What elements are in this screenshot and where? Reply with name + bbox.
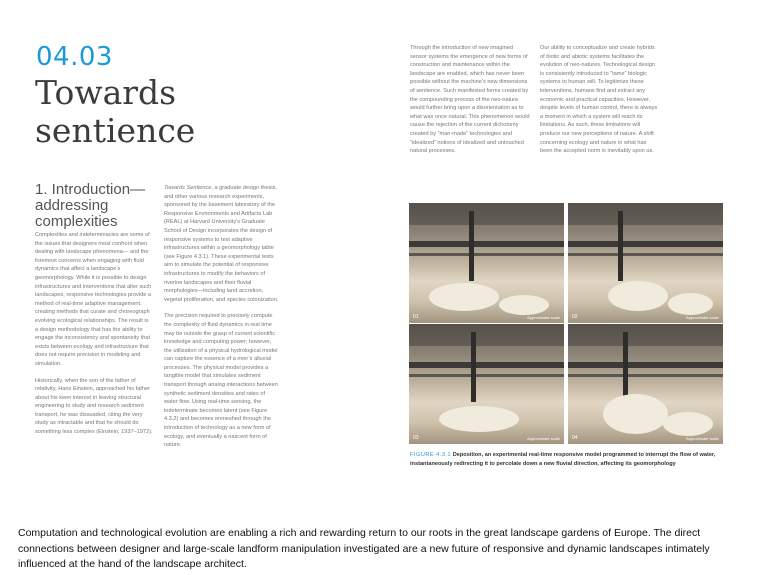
figure-caption-text: Deposition, an experimental real-time responsive model programmed to interrupt the flow of water, instantaneously redirecting it to percolate down a new fluvial direction, affecting its geomorphology [410, 452, 716, 467]
paragraph: Complexities and indeterminacies are some of the issues that designers most confront when dealing with landscape phenomena— and the foremost concerns when engaging with fluid dynamics that affect a landscape’s geomorphology. While it is possible to design infrastructures and interventions that alter such landscapes, responsive technologies provide a method of real-time adaptive management, creating methods that curate and choreograph evolving ecological relationships. The result is a design methodology that has the ability to engage the inconsistency and spontaneity that exists between ecology and infrastructure that does not require precision in modeling and simulation. [35, 232, 152, 367]
figure-photo-1 [409, 203, 564, 323]
photo-number: 02 [572, 314, 578, 320]
figure-label: FIGURE 4.3.1 [410, 452, 452, 458]
title-line-2: sentience [35, 111, 196, 150]
paragraph-text: , a graduate design thesis, and other various research experiments, sponsored by the basement laboratory of the Responsive Environments and Artifacts Lab (REAL) at Harvard University’s Graduate School of Design incorporates the design of responsive systems to test adaptive infrastructures within a geomorphology table (see Figure 4.3.1). These experimental tests aim to simulate the potential of responsive infrastructures to modify the behaviors of riverine landscapes and their fluvial morphologies—including land accretion, vegetal proliferation, and species colonization. [164, 185, 279, 303]
figure-photo-3 [409, 324, 564, 444]
title-line-1: Towards [35, 73, 177, 112]
photo-scale: Approximate scale [686, 436, 719, 441]
thesis-title: Towards Sentience [164, 185, 212, 191]
photo-scale: Approximate scale [686, 315, 719, 320]
figure-caption [410, 451, 730, 468]
body-column-c [410, 44, 530, 164]
photo-scale: Approximate scale [527, 436, 560, 441]
photo-number: 03 [413, 435, 419, 441]
figure-photo-4 [568, 324, 723, 444]
page-title [35, 74, 195, 150]
paragraph [164, 184, 280, 304]
paragraph: The precision required to precisely compute the complexity of fluid dynamics in real time may be outside the grasp of current scientific knowledge and computing power; however, the utilization of a physical hydrological model can capture the essence of a river’s alluvial processes. The physical model provides a tangible model that simulates sediment transport through analog interactions between synthetic sediment densities and rates of water flow. Using real-time sensing, the indeterminate becomes latent (see Figure 4.3.2) and becomes enmeshed through the introduction of technology as a new form of ecology, and eventually a nascent form of nature. [164, 313, 278, 449]
paragraph: Through the introduction of new imagined sensor systems the emergence of new forms of construction and maintenance within the landscape are enabled, which has never been possible without the machine’s new dimensions of sentience. Such manifested forms created by the compounding process of the neo-nature would further bring upon a disorientation as to what was once natural. This phenomenon would cause the rejection of the current dichotomy created by “man-made” technologies and “idealized” notions of idealized and untouched natural processes. [410, 45, 530, 155]
paragraph: Historically, when the son of the father of relativity, Hans Einstein, approached his father about his keen interest in leaving structural engineering to study and research sediment transport, he was dissuaded, citing the very study as intractable and that he should do something less complex (Einstein, 1937–1972). [35, 377, 153, 436]
body-column-d [540, 44, 660, 164]
section-heading: 1. Introduction— addressing complexities [35, 181, 146, 230]
body-column-b [164, 184, 280, 458]
bottom-caption: Computation and technological evolution are enabling a rich and rewarding return to our roots in the great landscape gardens of Europe. The direct connections between designer and large-scale landform manipulation investigated are a new future of responsive and dynamic landscapes intimately influenced at the hand of the landscape architect. [18, 527, 710, 570]
photo-number: 04 [572, 435, 578, 441]
photo-number: 01 [413, 314, 419, 320]
paragraph: Our ability to conceptualize and create hybrids of biotic and abiotic systems facilitates the evolution of neo-natures. Technological design is consistently introduced to “tame” biologic systems to human will. To legitimize these interventions, humans find and extract any economic and practical capacities. However, despite levels of human control, there is always a moment in which a system will reach its limitations. As such, these limitations will produce our new perceptions of nature. A shift concerning ecology and nature in what has been the accepted norm is inevitably upon us. [540, 45, 658, 155]
figure-photo-2 [568, 203, 723, 323]
photo-scale: Approximate scale [527, 315, 560, 320]
section-number: 04.03 [36, 42, 113, 72]
body-column-a [35, 231, 153, 445]
